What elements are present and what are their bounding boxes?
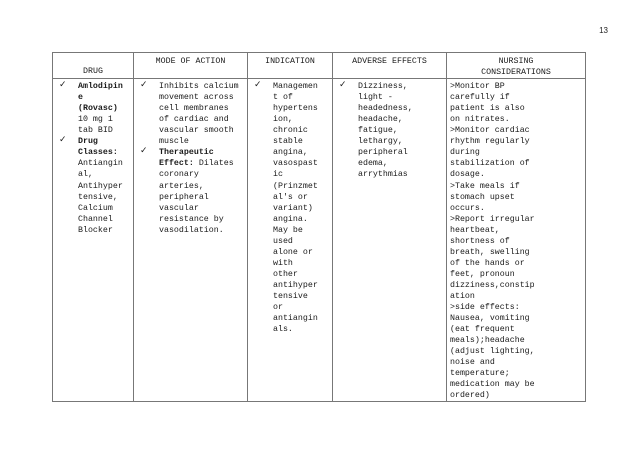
checkmark-icon: ✓ — [140, 80, 148, 91]
drug-class-item: ✓ Drug Classes: Antiangin al, Antihyper tensive, Calcium Channel Blocker — [59, 135, 123, 235]
mode-item-2: ✓ Therapeutic Effect: Dilates coronary arteries, peripheral vascular resistance by vasodilation. — [140, 146, 234, 235]
nursing-text: >Monitor BP carefully if patient is also on nitrates. >Monitor cardiac rhythm regularly during stabilization of dosage. >Take meals if stomach upset occurs. >Report irregular heartbeat, shortness of breath, swelling of the hands or feet, pronoun dizziness,constip ation >side effects: Nausea, vomiting (eat frequent meals);headache (adjust lighting, noise and temperature; medication may be ordered) — [450, 82, 535, 401]
table-row — [53, 79, 586, 402]
checkmark-icon: ✓ — [339, 80, 347, 91]
header-drug: DRUG — [53, 53, 134, 79]
checkmark-icon: ✓ — [59, 80, 67, 91]
header-adverse-effects: ADVERSE EFFECTS — [333, 53, 447, 79]
indication-cell — [248, 79, 333, 402]
checkmark-icon: ✓ — [140, 146, 148, 157]
adverse-effects-cell — [333, 79, 447, 402]
nursing-considerations-cell — [447, 79, 586, 402]
drug-name-item: ✓ Amlodipin e (Rovasc) 10 mg 1 tab BID — [59, 80, 123, 136]
page-number: 13 — [599, 26, 608, 35]
mode-of-action-cell — [134, 79, 248, 402]
adverse-effects-item: ✓ Dizziness, light - headedness, headache, fatigue, lethargy, peripheral edema, arrythmias — [339, 80, 413, 180]
drug-table — [52, 52, 586, 402]
header-mode-of-action: MODE OF ACTION — [134, 53, 248, 79]
checkmark-icon: ✓ — [254, 80, 262, 91]
indication-item: ✓ Managemen t of hypertens ion, chronic stable angina, vasospast ic (Prinzmet al's or variant) angina. May be used alone or with other antihyper tensive or antiangin als. — [254, 80, 318, 335]
drug-cell — [53, 79, 134, 402]
header-row — [53, 53, 586, 79]
mode-item-1: ✓ Inhibits calcium movement across cell membranes of cardiac and vascular smooth muscle — [140, 80, 239, 147]
checkmark-icon: ✓ — [59, 135, 67, 146]
header-nursing-considerations: NURSING CONSIDERATIONS — [447, 53, 586, 79]
header-indication: INDICATION — [248, 53, 333, 79]
